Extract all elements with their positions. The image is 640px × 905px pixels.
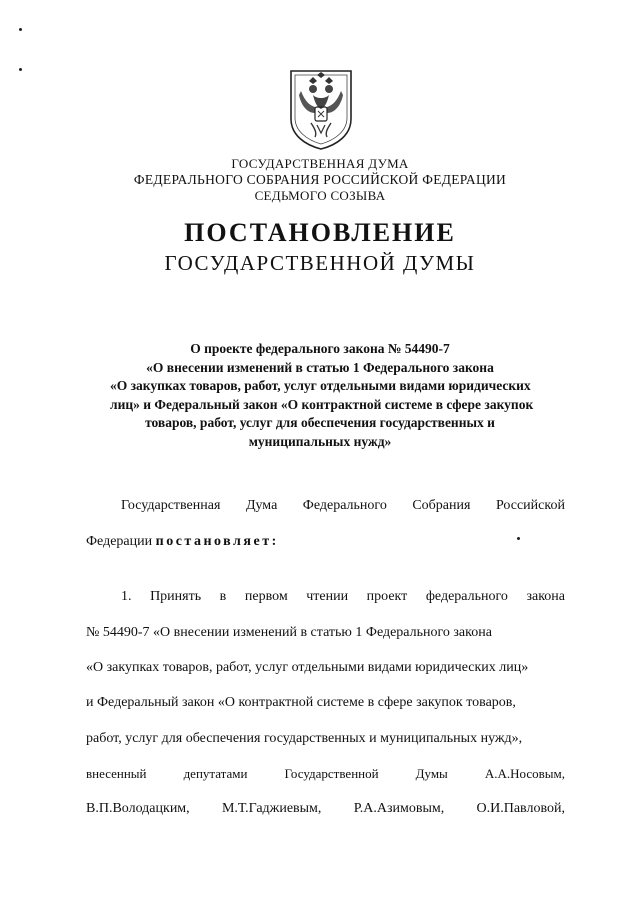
item1-line1 xyxy=(121,588,565,606)
item1-line4: и Федеральный закон «О контрактной системе в сфере закупок товаров, xyxy=(86,695,516,710)
body-word: Российской xyxy=(495,498,565,513)
body-word: Федерального xyxy=(302,498,387,513)
body-word: Принять xyxy=(150,589,202,604)
body-word: Государственная xyxy=(121,498,221,513)
item1-line6 xyxy=(86,765,565,783)
body-word: федерального xyxy=(425,589,508,604)
item1-line5: работ, услуг для обеспечения государственных и муниципальных нужд», xyxy=(86,731,523,746)
subject-line: О проекте федерального закона № 54490-7 xyxy=(190,341,450,356)
item1-line2: № 54490-7 «О внесении изменений в статью 1 Федерального закона xyxy=(86,625,492,640)
body-word: Дума xyxy=(245,498,278,513)
subject-line: лиц» и Федеральный закон «О контрактной системе в сфере закупок xyxy=(110,396,534,412)
body-word: внесенный xyxy=(86,766,147,781)
document-subtitle: ГОСУДАРСТВЕННОЙ ДУМЫ xyxy=(164,251,476,275)
org-name-line1: ГОСУДАРСТВЕННАЯ ДУМА xyxy=(231,156,409,171)
body-word: чтении xyxy=(306,589,349,604)
body-word: Думы xyxy=(415,766,448,781)
body-word: О.И.Павловой, xyxy=(476,801,565,816)
subject-line: муниципальных нужд» xyxy=(248,433,392,449)
document-type-title: ПОСТАНОВЛЕНИЕ xyxy=(184,218,456,247)
preamble-line1 xyxy=(121,497,565,515)
body-word: депутатами xyxy=(183,766,248,781)
document-subject xyxy=(110,340,534,451)
body-word: В.П.Володацким, xyxy=(86,801,190,816)
body-word: проект xyxy=(366,589,408,604)
subject-line: «О закупках товаров, работ, услуг отдельными видами юридических xyxy=(110,378,531,393)
body-word: А.А.Носовым, xyxy=(484,766,565,781)
item1-line7 xyxy=(86,800,565,818)
body-word: Р.А.Азимовым, xyxy=(353,801,445,816)
coat-of-arms-emblem xyxy=(287,67,355,151)
body-word: первом xyxy=(244,589,288,604)
org-name-line3: СЕДЬМОГО СОЗЫВА xyxy=(254,188,386,203)
org-name-line2: ФЕДЕРАЛЬНОГО СОБРАНИЯ РОССИЙСКОЙ ФЕДЕРАЦИИ xyxy=(133,172,507,187)
item1-line3: «О закупках товаров, работ, услуг отдельными видами юридических лиц» xyxy=(86,660,529,675)
subject-line: «О внесении изменений в статью 1 Федерального закона xyxy=(146,359,494,375)
body-word: Собрания xyxy=(412,498,471,513)
resolution-verb: постановляет: xyxy=(155,534,279,549)
body-word: в xyxy=(219,589,227,604)
subject-line: товаров, работ, услуг для обеспечения государственных и xyxy=(145,415,495,430)
body-word: 1. xyxy=(121,589,132,604)
scan-speck xyxy=(19,68,22,71)
body-text: Федерации xyxy=(86,534,153,549)
preamble-line2 xyxy=(86,533,565,551)
body-word: Государственной xyxy=(284,766,379,781)
body-word: закона xyxy=(526,589,565,604)
body-word: М.Т.Гаджиевым, xyxy=(221,801,322,816)
scan-speck xyxy=(19,28,22,31)
